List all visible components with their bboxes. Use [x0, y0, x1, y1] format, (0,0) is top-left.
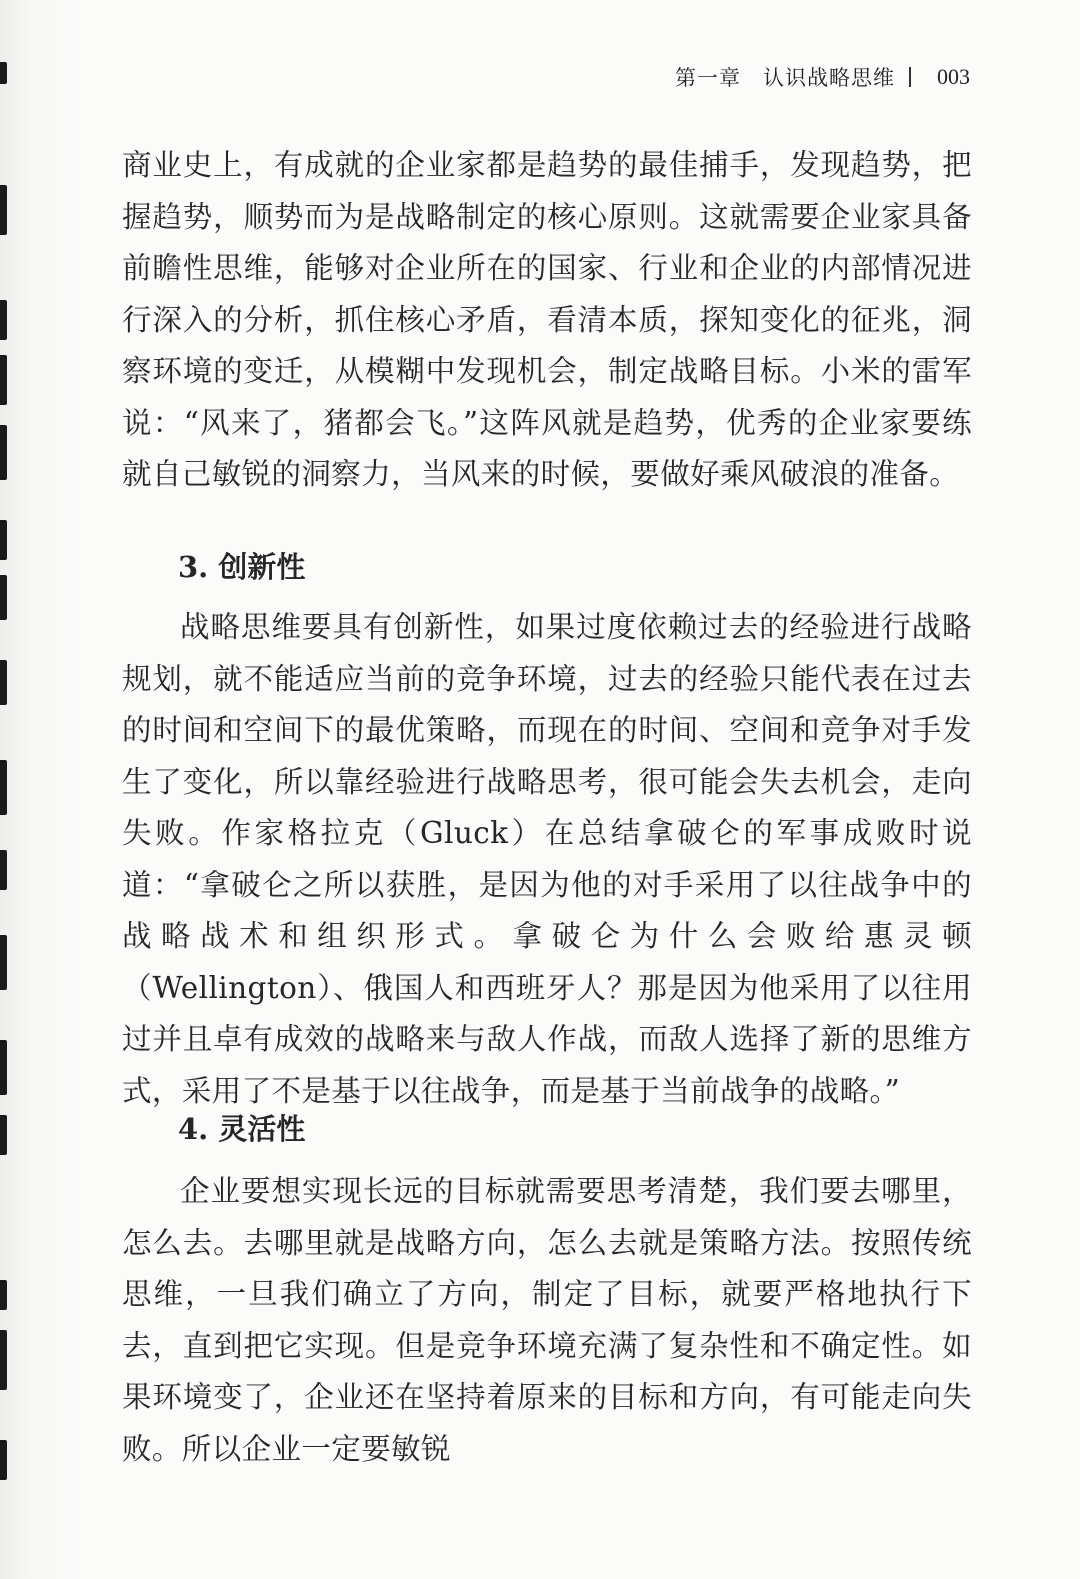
section-heading-flexibility: 4. 灵活性 [178, 1112, 306, 1146]
body-paragraph: 商业史上，有成就的企业家都是趋势的最佳捕手，发现趋势，把握趋势，顺势而为是战略制定的核心原则。这就需要企业家具备前瞻性思维，能够对企业所在的国家、行业和企业的内部情况进行深入的分析，抓住核心矛盾，看清本质，探知变化的征兆，洞察环境的变迁，从模糊中发现机会，制定战略目标。小米的雷军说：“风来了，猪都会飞。”这阵风就是趋势，优秀的企业家要练就自己敏锐的洞察力，当风来的时候，要做好乘风破浪的准备。 [122, 148, 972, 491]
scan-edge-mark [0, 760, 7, 815]
scan-edge-mark [0, 185, 7, 235]
scan-edge-mark [0, 575, 7, 620]
scan-edge-mark [0, 1440, 7, 1480]
scan-edge-mark [0, 355, 7, 405]
scan-edge-mark [0, 850, 7, 890]
scan-edge-mark [0, 1040, 7, 1095]
scan-edge-mark [0, 300, 7, 340]
scan-edge-mark [0, 935, 7, 990]
body-paragraph: 战略思维要具有创新性，如果过度依赖过去的经验进行战略规划，就不能适应当前的竞争环境，过去的经验只能代表在过去的时间和空间下的最优策略，而现在的时间、空间和竞争对手发生了变化，所以靠经验进行战略思考，很可能会失去机会，走向失败。作家格拉克（Gluck）在总结拿破仑的军事成败时说道：“拿破仑之所以获胜，是因为他的对手采用了以往战争中的战略战术和组织形式。拿破仑为什么会败给惠灵顿（Wellington）、俄国人和西班牙人？那是因为他采用了以往用过并且卓有成效的战略来与敌人作战，而敌人选择了新的思维方式，采用了不是基于以往战争，而是基于当前战争的战略。” [122, 610, 972, 1108]
scan-edge-mark [0, 520, 7, 560]
header-separator [909, 67, 911, 87]
page-number: 003 [937, 64, 970, 89]
scan-edge-mark [0, 425, 7, 480]
scan-edge-mark [0, 1280, 7, 1310]
scan-edge-mark [0, 660, 7, 705]
scan-edge-mark [0, 62, 7, 84]
scan-edge-mark [0, 1115, 7, 1155]
running-header [600, 60, 970, 94]
scan-edge-mark [0, 1330, 7, 1390]
chapter-label: 第一章 [675, 66, 741, 90]
chapter-title: 认识战略思维 [763, 66, 895, 90]
body-paragraph: 企业要想实现长远的目标就需要思考清楚，我们要去哪里，怎么去。去哪里就是战略方向，怎么去就是策略方法。按照传统思维，一旦我们确立了方向，制定了目标，就要严格地执行下去，直到把它实现。但是竞争环境充满了复杂性和不确定性。如果环境变了，企业还在坚持着原来的目标和方向，有可能走向失败。所以企业一定要敏锐 [122, 1174, 972, 1466]
section-heading-innovation: 3. 创新性 [178, 550, 306, 584]
